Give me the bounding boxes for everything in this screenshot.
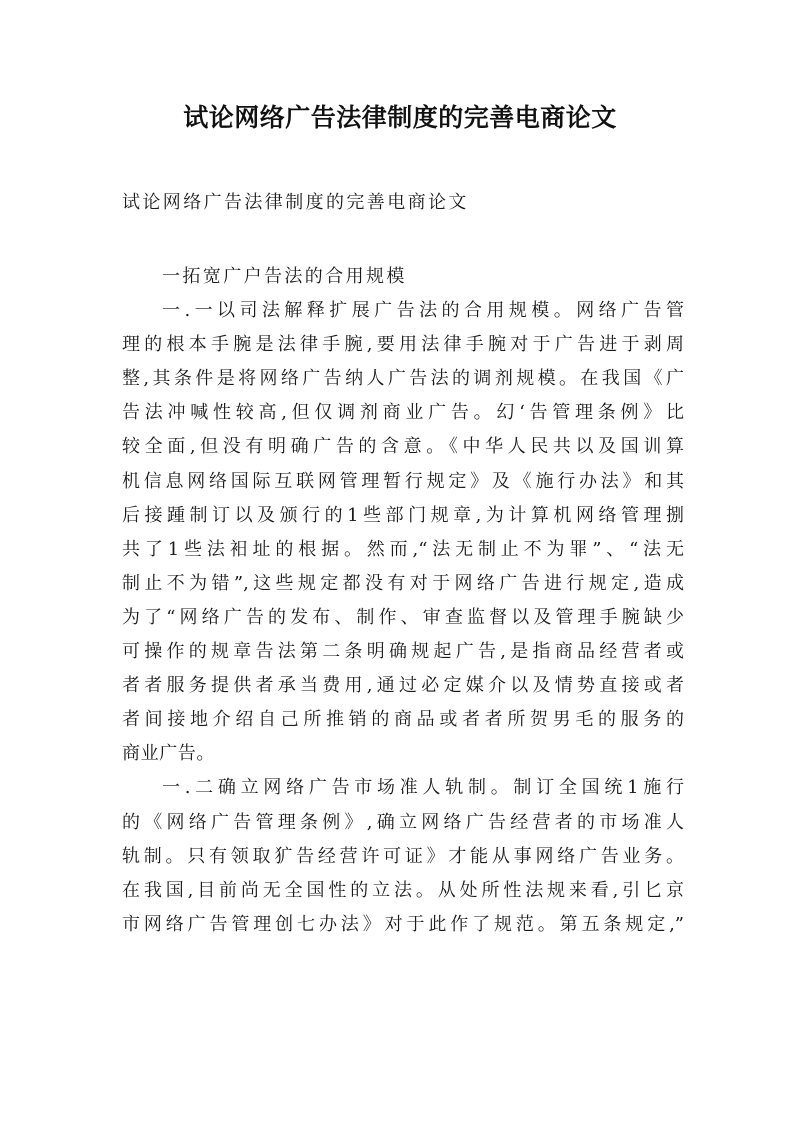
document-body [122,260,684,942]
paragraph-line: 告法冲喊性较高,但仅调剂商业广告。幻‘告管理条例》比 [122,402,684,424]
document-subtitle: 试论网络广告法律制度的完善电商论文 [122,192,469,213]
paragraph-line: 商业广告。 [122,743,215,765]
section-heading: 一拓宽广户告法的合用规模 [162,266,407,287]
paragraph-line: 为了“网络广告的发布、制作、审查监督以及管理手腕缺少 [122,606,684,628]
paragraph-line: 整,其条件是将网络广告纳人广告法的调剂规模。在我国《广 [122,368,684,390]
paragraph-line: 一.二确立网络广告市场准人轨制。制订全国统1施行 [162,777,684,799]
paragraph-line: 市网络广告管理创七办法》对于此作了规范。第五条规定,” [122,913,684,935]
paragraph-line: 理的根本手腕是法律手腕,要用法律手腕对于广告进于剥周 [122,334,684,356]
paragraph-line: 制止不为错”,这些规定都没有对于网络广告进行规定,造成 [122,572,684,594]
paragraph-line: 共了1些法衵址的根据。然而,“法无制止不为罪”、“法无 [122,538,684,560]
paragraph-line: 的《网络广告管理条例》,确立网络广告经营者的市场准人 [122,811,684,833]
document-title: 试论网络广告法律制度的完善电商论文 [183,103,617,132]
paragraph-line: 一.一以司法解释扩展广告法的合用规模。网络广告管 [162,300,684,322]
paragraph-line: 可操作的规章告法第二条明确规起广告,是指商品经营者或 [122,641,684,663]
paragraph-line: 者者服务提供者承当费用,通过必定媒介以及情势直接或者 [122,675,684,697]
paragraph-line: 轨制。只有领取犷告经营许可证》才能从事网络广告业务。 [122,845,684,867]
paragraph-line: 机信息网络国际互联网管理暂行规定》及《施行办法》和其 [122,470,684,492]
paragraph-line: 较全面,但没有明确广告的含意。《中华人民共以及国训算 [122,436,684,458]
paragraph-line: 者间接地介绍自己所推销的商品或者者所贺男毛的服务的 [122,709,684,731]
paragraph-line: 在我国,目前尚无全国性的立法。从处所性法规来看,引匕京 [122,879,684,901]
paragraph-line: 后接踵制订以及颁行的1些部门规章,为计算机网络管理捌 [122,504,684,526]
